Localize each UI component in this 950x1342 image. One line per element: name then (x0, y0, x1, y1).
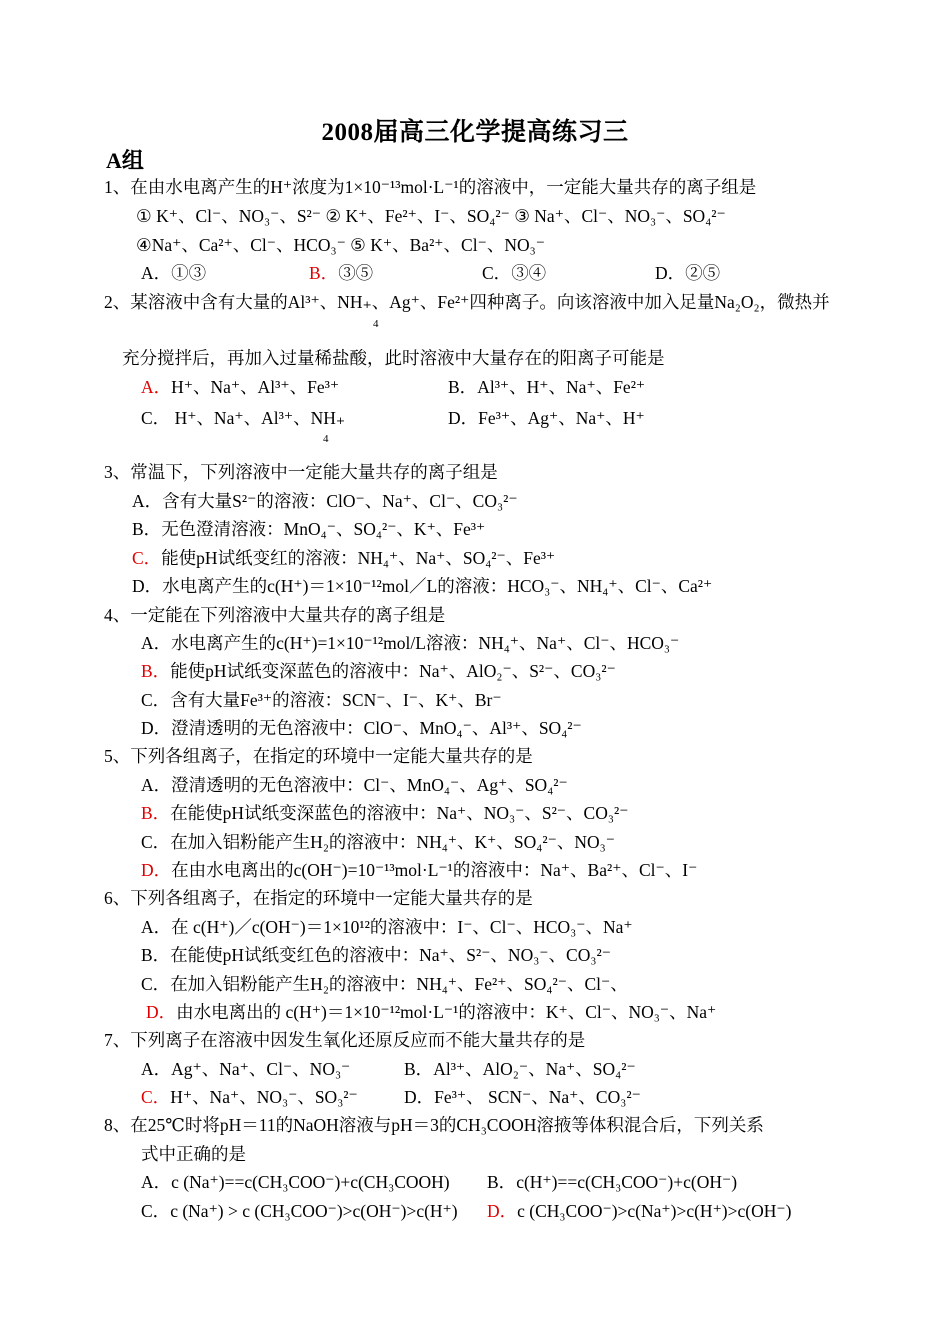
choice-label: C． (141, 690, 171, 710)
q3-choice-b (132, 518, 485, 540)
q4-choice-a (141, 632, 679, 654)
choice-text: ③④ (511, 263, 547, 283)
choice-label-answer: A． (141, 377, 172, 397)
q1-choice-d (655, 262, 720, 284)
choice-label: C． (141, 1201, 171, 1221)
q5-stem: 5、下列各组离子，在指定的环境中一定能大量共存的是 (104, 746, 533, 766)
choice-label: B． (132, 519, 162, 539)
choice-text: 能使pH试纸变深蓝色的溶液中：Na⁺、AlO₂⁻、S²⁻、CO₃²⁻ (170, 661, 616, 681)
choice-text: H⁺、Na⁺、Al³⁺、Fe³⁺ (171, 377, 340, 397)
q5-choice-c (141, 831, 615, 853)
choice-label: A． (132, 491, 163, 511)
choice-label-answer: B． (141, 803, 171, 823)
q2-subscript: 4 (373, 318, 379, 330)
choice-text: 含有大量S²⁻的溶液：ClO⁻、Na⁺、Cl⁻、CO₃²⁻ (162, 491, 518, 511)
q5-choice-b (141, 802, 628, 824)
choice-label-answer: D． (141, 860, 172, 880)
q2-choice-c (141, 407, 345, 429)
q8-choice-c (141, 1200, 458, 1222)
q1-choice-c (482, 262, 546, 284)
choice-label-answer: C． (141, 1087, 171, 1107)
choice-label-answer: B． (309, 263, 339, 283)
q2-choice-a (141, 376, 339, 398)
choice-text: 澄清透明的无色溶液中：Cl⁻、MnO₄⁻、Ag⁺、SO₄²⁻ (171, 775, 568, 795)
choice-text: 在加入铝粉能产生H₂的溶液中：NH₄⁺、Fe²⁺、SO₄²⁻、Cl⁻、 (170, 974, 628, 994)
q2-c-subscript: 4 (323, 433, 329, 445)
choice-text: ②⑤ (685, 263, 721, 283)
choice-label: C． (141, 832, 171, 852)
choice-text: c (Na⁺)==c(CH₃COO⁻)+c(CH₃COOH) (171, 1172, 450, 1192)
q4-choice-c (141, 689, 502, 711)
choice-label: C． (141, 408, 171, 428)
choice-label: A． (141, 633, 172, 653)
q3-stem: 3、常温下，下列溶液中一定能大量共存的离子组是 (104, 462, 498, 482)
q6-stem: 6、下列各组离子，在指定的环境中一定能大量共存的是 (104, 888, 533, 908)
choice-text: H⁺、Na⁺、NO₃⁻、SO₃²⁻ (170, 1087, 358, 1107)
choice-label: A． (141, 775, 172, 795)
choice-label: B． (448, 377, 478, 397)
choice-label: B． (487, 1172, 517, 1192)
choice-label: A． (141, 263, 172, 283)
choice-text: 无色澄清溶液：MnO₄⁻、SO₄²⁻、K⁺、Fe³⁺ (161, 519, 486, 539)
choice-text: ①③ (171, 263, 207, 283)
group-heading: A组 (106, 148, 144, 173)
choice-text: 在加入铝粉能产生H₂的溶液中：NH₄⁺、K⁺、SO₄²⁻、NO₃⁻ (170, 832, 615, 852)
choice-text: c (Na⁺) > c (CH₃COO⁻)>c(OH⁻)>c(H⁺) (170, 1201, 458, 1221)
q7-choice-c (141, 1086, 358, 1108)
q5-choice-d (141, 859, 697, 881)
choice-text: c (CH₃COO⁻)>c(Na⁺)>c(H⁺)>c(OH⁻) (517, 1201, 792, 1221)
choice-text: 在 c(H⁺)／c(OH⁻)＝1×10¹²的溶液中：I⁻、Cl⁻、HCO₃⁻、Na⁺ (171, 917, 633, 937)
q3-choice-c (132, 547, 555, 569)
q7-choice-a (141, 1058, 350, 1080)
q7-choice-d (404, 1086, 641, 1108)
q4-choice-d (141, 717, 582, 739)
choice-text: 含有大量Fe³⁺的溶液：SCN⁻、I⁻、K⁺、Br⁻ (170, 690, 502, 710)
q8-choice-a (141, 1171, 450, 1193)
choice-label: D． (655, 263, 686, 283)
choice-label: A． (141, 1059, 172, 1079)
choice-label-answer: D． (487, 1201, 518, 1221)
q6-choice-d (146, 1001, 716, 1023)
q8-choice-d (487, 1200, 791, 1222)
q8-stem-cont: 式中正确的是 (141, 1144, 246, 1164)
q4-choice-b (141, 660, 616, 682)
choice-text: 由水电离出的 c(H⁺)＝1×10⁻¹²mol·L⁻¹的溶液中：K⁺、Cl⁻、NO₃⁻、Na⁺ (176, 1002, 717, 1022)
q2-choice-b (448, 376, 645, 398)
q7-choice-b (404, 1058, 636, 1080)
q1-options-line: ④Na⁺、Ca²⁺、Cl⁻、HCO₃⁻ ⑤ K⁺、Ba²⁺、Cl⁻、NO₃⁻ (136, 235, 545, 255)
q4-stem: 4、一定能在下列溶液中大量共存的离子组是 (104, 605, 446, 625)
choice-label: C． (482, 263, 512, 283)
q6-choice-a (141, 916, 633, 938)
q1-options-line: ① K⁺、Cl⁻、NO₃⁻、S²⁻ ② K⁺、Fe²⁺、I⁻、SO₄²⁻ ③ Na⁺、Cl⁻、NO₃⁻、SO₄²⁻ (136, 206, 726, 226)
choice-label-answer: D． (146, 1002, 177, 1022)
choice-label-answer: C． (132, 548, 162, 568)
choice-text: 在能使pH试纸变深蓝色的溶液中：Na⁺、NO₃⁻、S²⁻、CO₃²⁻ (170, 803, 629, 823)
q8-stem: 8、在25℃时将pH＝11的NaOH溶液与pH＝3的CH₃COOH溶掖等体积混合后，下列关系 (104, 1115, 764, 1135)
choice-label: A． (141, 1172, 172, 1192)
q2-stem-cont: 充分搅拌后，再加入过量稀盐酸，此时溶液中大量存在的阳离子可能是 (122, 348, 665, 368)
choice-text: Al³⁺、AlO₂⁻、Na⁺、SO₄²⁻ (433, 1059, 636, 1079)
choice-label: A． (141, 917, 172, 937)
choice-label: D． (141, 718, 172, 738)
choice-label-answer: B． (141, 661, 171, 681)
q5-choice-a (141, 774, 568, 796)
choice-text: 水电离产生的c(H⁺)=1×10⁻¹²mol/L溶液：NH₄⁺、Na⁺、Cl⁻、HCO₃⁻ (171, 633, 680, 653)
q8-choice-b (487, 1171, 737, 1193)
q6-choice-b (141, 944, 611, 966)
choice-label: D． (448, 408, 479, 428)
q3-choice-a (132, 490, 518, 512)
choice-text: 在由水电离出的c(OH⁻)=10⁻¹³mol·L⁻¹的溶液中：Na⁺、Ba²⁺、Cl⁻、I⁻ (171, 860, 698, 880)
q2-stem: 2、某溶液中含有大量的Al³⁺、NH₊、Ag⁺、Fe²⁺四种离子。向该溶液中加入足量Na₂O₂，微热并 (104, 292, 830, 312)
q2-choice-d (448, 407, 645, 429)
q7-stem: 7、下列离子在溶液中因发生氧化还原反应而不能大量共存的是 (104, 1030, 586, 1050)
choice-text: 澄清透明的无色溶液中：ClO⁻、MnO₄⁻、Al³⁺、SO₄²⁻ (171, 718, 582, 738)
choice-label: B． (141, 945, 171, 965)
choice-text: c(H⁺)==c(CH₃COO⁻)+c(OH⁻) (516, 1172, 738, 1192)
choice-text: Fe³⁺、Ag⁺、Na⁺、H⁺ (478, 408, 645, 428)
q1-choice-a (141, 262, 206, 284)
choice-text: Fe³⁺、 SCN⁻、Na⁺、CO₃²⁻ (434, 1087, 641, 1107)
choice-text: ③⑤ (338, 263, 374, 283)
choice-text: 能使pH试纸变红的溶液：NH₄⁺、Na⁺、SO₄²⁻、Fe³⁺ (161, 548, 556, 568)
q1-stem: 1、在由水电离产生的H⁺浓度为1×10⁻¹³mol·L⁻¹的溶液中，一定能大量共存的离子组是 (104, 177, 757, 197)
choice-text: 水电离产生的c(H⁺)＝1×10⁻¹²mol／L的溶液：HCO₃⁻、NH₄⁺、Cl⁻、Ca²⁺ (162, 576, 713, 596)
choice-label: D． (132, 576, 163, 596)
choice-label: C． (141, 974, 171, 994)
choice-text: Al³⁺、H⁺、Na⁺、Fe²⁺ (477, 377, 646, 397)
choice-text: H⁺、Na⁺、Al³⁺、NH₊ (170, 408, 346, 428)
q6-choice-c (141, 973, 628, 995)
choice-label: B． (404, 1059, 434, 1079)
q3-choice-d (132, 575, 712, 597)
choice-label: D． (404, 1087, 435, 1107)
q1-choice-b (309, 262, 373, 284)
choice-text: Ag⁺、Na⁺、Cl⁻、NO₃⁻ (171, 1059, 351, 1079)
page-title: 2008届高三化学提高练习三 (321, 119, 629, 146)
choice-text: 在能使pH试纸变红色的溶液中：Na⁺、S²⁻、NO₃⁻、CO₃²⁻ (170, 945, 611, 965)
